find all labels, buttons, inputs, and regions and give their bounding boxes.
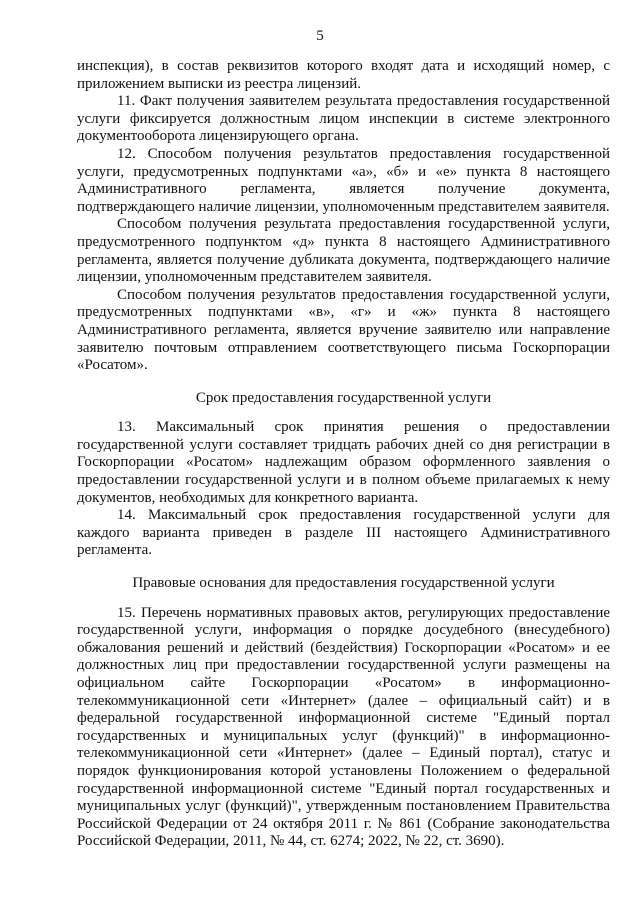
paragraph-12-duplicate: Способом получения результата предоставления государственной услуги, предусмотренного подпунктом «д» пункта 8 настоящего Административного регламента, является получение дубликата документа, подтверждающего наличие лицензии, уполномоченным представителем заявителя.	[77, 216, 610, 286]
paragraph-13: 13. Максимальный срок принятия решения о предоставлении государственной услуги составляет тридцать рабочих дней со дня регистрации в Госкорпорации «Росатом» надлежащим образом оформленного заявления о предоставлении государственной услуги и в полном объеме прилагаемых к нему документов, необходимых для конкретного варианта.	[77, 419, 610, 506]
section-heading-term: Срок предоставления государственной услуги	[195, 389, 492, 406]
document-body	[77, 58, 610, 851]
paragraph-continuation: инспекция), в состав реквизитов которого входят дата и исходящий номер, с приложением выписки из реестра лицензий.	[77, 58, 610, 92]
paragraph-11: 11. Факт получения заявителем результата предоставления государственной услуги фиксируется должностным лицом инспекции в системе электронного документооборота лицензирующего органа.	[77, 93, 610, 145]
paragraph-12-letter: Способом получения результатов предоставления государственной услуги, предусмотренных подпунктами «в», «г» и «ж» пункта 8 настоящего Административного регламента, является вручение заявителю или направление заявителю почтовым отправлением соответствующего письма Госкорпорации «Росатом».	[77, 286, 610, 374]
section-heading-legal-basis: Правовые основания для предоставления государственной услуги	[132, 575, 555, 592]
paragraph-14: 14. Максимальный срок предоставления государственной услуги для каждого варианта приведен в разделе III настоящего Административного регламента.	[77, 507, 610, 559]
paragraph-12: 12. Способом получения результатов предоставления государственной услуги, предусмотренных подпунктами «а», «б» и «е» пункта 8 настоящего Административного регламента, является получение документа, подтверждающего наличие лицензии, уполномоченным представителем заявителя.	[77, 145, 610, 215]
page-number: 5	[316, 28, 324, 44]
paragraph-15: 15. Перечень нормативных правовых актов, регулирующих предоставление государственной услуги, информация о порядке досудебного (внесудебного) обжалования решений и действий (бездействия) Госкорпорации «Росатом» и ее должностных лиц при предоставлении государственной услуги размещены на официальном сайте Госкорпорации «Росатом» в информационно-телекоммуникационной сети «Интернет» (далее – официальный сайт) и в федеральной государственной информационной системе "Единый портал государственных и муниципальных услуг (функций)" в информационно-телекоммуникационной сети «Интернет» (далее – Единый портал), статус и порядок функционирования которой установлены Положением о федеральной государственной информационной системе "Единый портал государственных и муниципальных услуг (функций)", утвержденным постановлением Правительства Российской Федерации от 24 октября 2011 г. № 861 (Собрание законодательства Российской Федерации, 2011, № 44, ст. 6274; 2022, № 22, ст. 3690).	[77, 604, 610, 850]
